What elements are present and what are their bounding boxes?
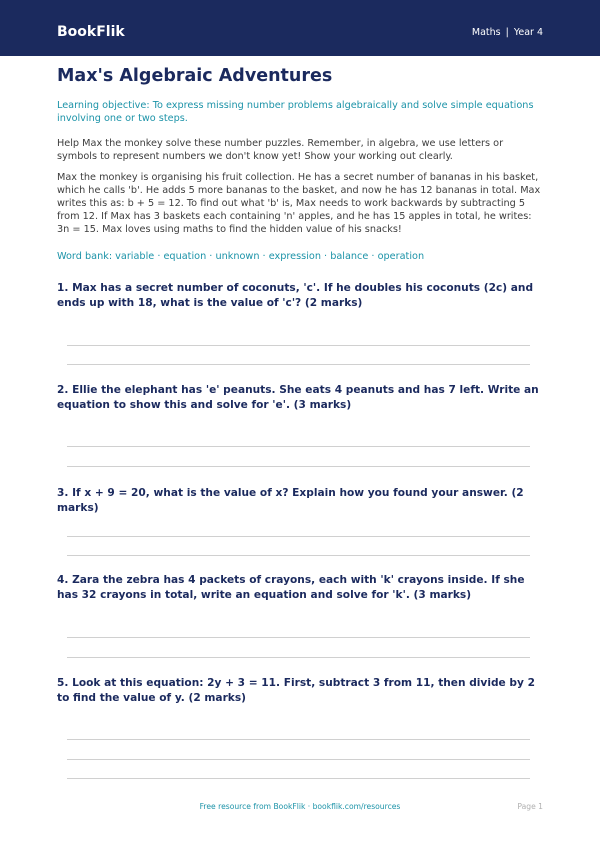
page-number: Page 1 [517, 802, 543, 811]
answer-line[interactable] [67, 446, 530, 447]
header-meta [472, 27, 543, 38]
question-5: 5. Look at this equation: 2y + 3 = 11. First, subtract 3 from 11, then divide by 2 to find the value of y. (2 marks) [57, 677, 535, 704]
answer-line[interactable] [67, 555, 530, 556]
answer-line[interactable] [67, 637, 530, 638]
answer-line[interactable] [67, 657, 530, 658]
question-2: 2. Ellie the elephant has 'e' peanuts. She eats 4 peanuts and has 7 left. Write an equation to show this and solve for 'e'. (3 marks) [57, 384, 539, 411]
brand-logo: BookFlik [57, 24, 125, 40]
page-header [0, 0, 600, 56]
question-3: 3. If x + 9 = 20, what is the value of x? Explain how you found your answer. (2 marks) [57, 487, 524, 514]
intro-paragraph: Help Max the monkey solve these number puzzles. Remember, in algebra, we use letters or symbols to represent numbers we don't know yet! Show your working out clearly. [57, 138, 504, 162]
year-label: Year 4 [513, 27, 543, 38]
answer-line[interactable] [67, 345, 530, 346]
answer-line[interactable] [67, 759, 530, 760]
question-4: 4. Zara the zebra has 4 packets of crayons, each with 'k' crayons inside. If she has 32 crayons in total, write an equation and solve for 'k'. (3 marks) [57, 574, 525, 601]
answer-line[interactable] [67, 364, 530, 365]
answer-line[interactable] [67, 778, 530, 779]
worksheet-title: Max's Algebraic Adventures [57, 66, 333, 86]
word-bank: Word bank: variable · equation · unknown · expression · balance · operation [57, 251, 425, 262]
footer-credit: Free resource from BookFlik · bookflik.com/resources [199, 802, 401, 811]
answer-line[interactable] [67, 536, 530, 537]
learning-objective: Learning objective: To express missing number problems algebraically and solve simple equations involving one or two steps. [57, 100, 534, 124]
answer-line[interactable] [67, 739, 530, 740]
answer-line[interactable] [67, 466, 530, 467]
story-paragraph: Max the monkey is organising his fruit collection. He has a secret number of bananas in his basket, which he calls 'b'. He adds 5 more bananas to the basket, and now he has 12 bananas in total. Max writes this as: b + 5 = 12. To find out what 'b' is, Max needs to work backwards by subtracting 5 from 12. If Max has 3 baskets each containing 'n' apples, and he has 15 apples in total, he writes: 3n = 15. Max loves using maths to find the hidden value of his snacks! [57, 172, 541, 235]
question-1: 1. Max has a secret number of coconuts, 'c'. If he doubles his coconuts (2c) and ends up with 18, what is the value of 'c'? (2 marks) [57, 282, 534, 309]
subject-label: Maths [471, 27, 501, 38]
header-separator: | [505, 27, 509, 38]
